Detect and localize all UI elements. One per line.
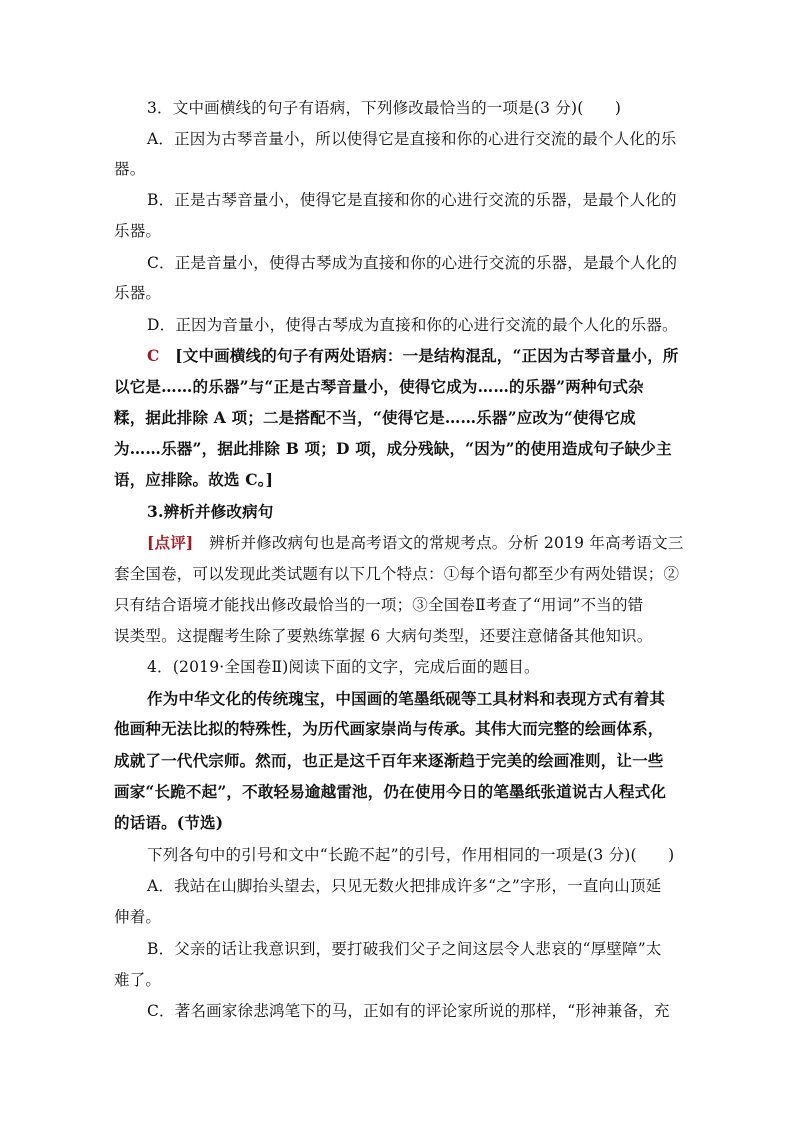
comment-line1 bbox=[147, 533, 684, 553]
q4-passage-line3: 成就了一代代宗师。然而，也正是这千百年来逐渐趋于完美的绘画准则，让一些 bbox=[114, 751, 664, 770]
answer-letter: C bbox=[147, 346, 160, 365]
answer3-line5: 语，应排除。故选 C。] bbox=[114, 470, 274, 489]
q3-option-b-line1: B．正是古琴音量小，使得它是直接和你的心进行交流的乐器，是最个人化的 bbox=[147, 191, 677, 209]
answer3-line1 bbox=[147, 346, 679, 366]
q4-option-c-line1: C．著名画家徐悲鸿笔下的马，正如有的评论家所说的那样，“形神兼备，充 bbox=[147, 1002, 670, 1020]
comment-text-1: 辨析并修改病句也是高考语文的常规考点。分析 2019 年高考语文三 bbox=[193, 534, 684, 552]
q3-option-d: D．正因为音量小，使得古琴成为直接和你的心进行交流的最个人化的乐器。 bbox=[147, 316, 678, 334]
q4-passage-line4: 画家“长跪不起”，不敢轻易逾越雷池，仍在使用今日的笔墨纸张道说古人程式化 bbox=[114, 782, 667, 801]
q4-option-a-line1: A．我站在山脚抬头望去，只见无数火把排成许多“之”字形，一直向山顶延 bbox=[147, 877, 662, 895]
q4-option-b-line2: 难了。 bbox=[114, 971, 162, 989]
q4-passage-line1: 作为中华文化的传统瑰宝，中国画的笔墨纸砚等工具材料和表现方式有着其 bbox=[147, 689, 666, 708]
comment-tag: [点评] bbox=[147, 533, 194, 552]
q3-option-a-line2: 器。 bbox=[114, 160, 146, 178]
comment-line2: 套全国卷，可以发现此类试题有以下几个特点：①每个语句都至少有两处错误；② bbox=[114, 565, 680, 583]
q4-option-a-line2: 伸着。 bbox=[114, 908, 162, 926]
q4-stem: 4．(2019·全国卷Ⅱ)阅读下面的文字，完成后面的题目。 bbox=[147, 658, 540, 676]
comment-line4: 误类型。这提醒考生除了要熟练掌握 6 大病句类型，还要注意储备其他知识。 bbox=[114, 627, 653, 645]
answer3-line4: 为……乐器”，据此排除 B 项；D 项，成分残缺，“因为”的使用造成句子缺少主 bbox=[114, 439, 672, 458]
q3-option-c-line2: 乐器。 bbox=[114, 284, 162, 302]
q3-option-b-line2: 乐器。 bbox=[114, 222, 162, 240]
q3-option-a-line1: A．正因为古琴音量小，所以使得它是直接和你的心进行交流的最个人化的乐 bbox=[147, 130, 677, 148]
q4-option-b-line1: B．父亲的话让我意识到，要打破我们父子之间这层令人悲哀的“厚壁障”太 bbox=[147, 940, 662, 958]
q4-passage-line2: 他画种无法比拟的特殊性，为历代画家崇尚与传承。其伟大而完整的绘画体系， bbox=[114, 719, 664, 738]
q3-option-c-line1: C．正是音量小，使得古琴成为直接和你的心进行交流的乐器，是最个人化的 bbox=[147, 254, 678, 272]
section-title: 3.辨析并修改病句 bbox=[147, 502, 274, 521]
answer3-line2: 以它是……的乐器”与“正是古琴音量小，使得它成为……的乐器”两种句式杂 bbox=[114, 377, 644, 396]
q4-question: 下列各句中的引号和文中“长跪不起”的引号，作用相同的一项是(3 分)( ) bbox=[147, 846, 675, 864]
q4-passage-line5: 的话语。(节选) bbox=[114, 813, 224, 832]
answer3-line3: 糅，据此排除 A 项；二是搭配不当，“使得它是……乐器”应改为“使得它成 bbox=[114, 408, 636, 427]
comment-line3: 只有结合语境才能找出修改最恰当的一项；③全国卷Ⅱ考查了“用词”不当的错 bbox=[114, 596, 644, 614]
q3-stem: 3．文中画横线的句子有语病，下列修改最恰当的一项是(3 分)( ) bbox=[147, 99, 622, 117]
answer3-text-1: [文中画横线的句子有两处语病：一是结构混乱，“正因为古琴音量小，所 bbox=[175, 346, 679, 365]
